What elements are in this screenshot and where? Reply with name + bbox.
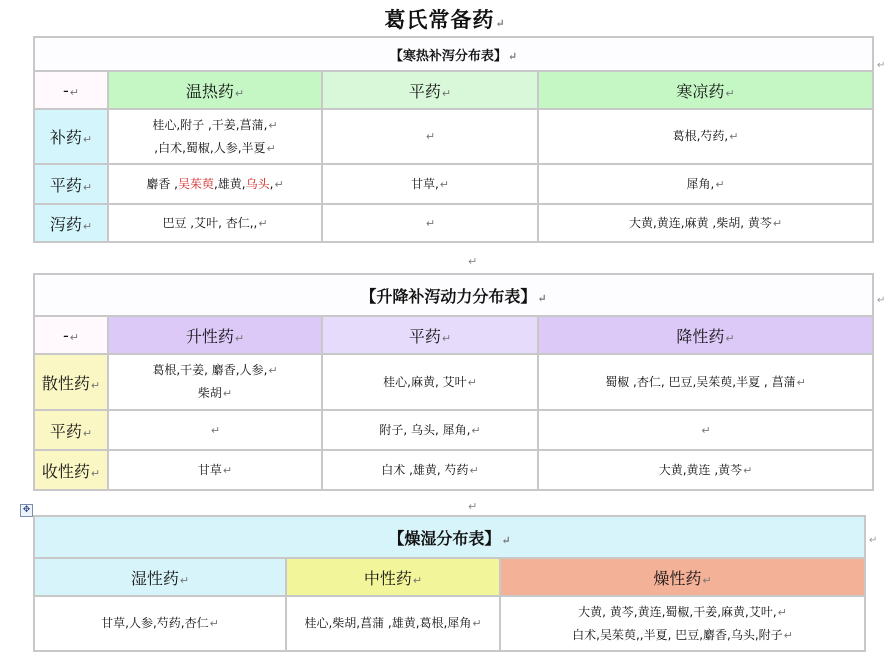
table-row — [34, 204, 873, 242]
table-cell: 白术 ,雄黄, 芍药↵ — [322, 450, 538, 490]
column-header-neutral: 平药↵ — [322, 71, 538, 109]
column-header-humid: 湿性药↵ — [34, 558, 286, 596]
table-cell: 大黄,黄连,麻黄 ,柴胡, 黄芩↵ — [538, 204, 873, 242]
row-header-dispersing: 散性药↵ — [34, 354, 108, 410]
table-cell: 甘草,人参,芍药,杏仁↵ — [34, 596, 286, 651]
table-cell: ↵ — [538, 410, 873, 450]
table-cell: 桂心,附子 ,干姜,菖蒲,↵ ,白术,蜀椒,人参,半夏↵ — [108, 109, 322, 164]
table-caption: 【升降补泻动力分布表】↵ — [34, 274, 873, 316]
row-header-purge: 泻药↵ — [34, 204, 108, 242]
table-cell: ↵ — [322, 204, 538, 242]
table-row — [34, 450, 873, 490]
table-cell: 甘草↵ — [108, 450, 322, 490]
paragraph-mark: ↵ — [468, 255, 478, 268]
table-cell: 甘草,↵ — [322, 164, 538, 204]
table-caption: 【寒热补泻分布表】↵ — [34, 37, 873, 71]
table-cell: 犀角,↵ — [538, 164, 873, 204]
row-end-mark: ↵ — [869, 535, 878, 546]
table-cell: 附子, 乌头, 犀角,↵ — [322, 410, 538, 450]
column-header-medium: 中性药↵ — [286, 558, 500, 596]
table-row — [34, 596, 865, 651]
row-end-mark: ↵ — [877, 60, 886, 71]
table-cell: 蜀椒 ,杏仁, 巴豆,吴茱萸,半夏 , 菖蒲↵ — [538, 354, 873, 410]
row-end-mark: ↵ — [877, 295, 886, 306]
corner-cell: -↵ — [34, 316, 108, 354]
paragraph-mark: ↵ — [468, 500, 478, 513]
column-header-cold: 寒凉药↵ — [538, 71, 873, 109]
table-cell: 桂心,麻黄, 艾叶↵ — [322, 354, 538, 410]
cold-heat-table — [33, 36, 874, 243]
row-header-neutral: 平药↵ — [34, 410, 108, 450]
table-cell: 大黄, 黄芩,黄连,蜀椒,干姜,麻黄,艾叶,↵ 白术,吴茱萸,,半夏, 巴豆,麝香,乌头,附子↵ — [500, 596, 865, 651]
column-header-rising: 升性药↵ — [108, 316, 322, 354]
row-header-astringent: 收性药↵ — [34, 450, 108, 490]
document-title: 葛氏常备药↵ — [384, 7, 506, 32]
table-cell: 巴豆 ,艾叶, 杏仁,,↵ — [108, 204, 322, 242]
table-cell: 葛根,芍药,↵ — [538, 109, 873, 164]
table-cell: ↵ — [322, 109, 538, 164]
table-row — [34, 410, 873, 450]
column-header-falling: 降性药↵ — [538, 316, 873, 354]
column-header-neutral: 平药↵ — [322, 316, 538, 354]
table-row — [34, 164, 873, 204]
table-cell: ↵ — [108, 410, 322, 450]
column-header-dry: 燥性药↵ — [500, 558, 865, 596]
table-cell: 麝香 ,吴茱萸,雄黄,乌头,↵ — [108, 164, 322, 204]
table-cell: 桂心,柴胡,菖蒲 ,雄黄,葛根,犀角↵ — [286, 596, 500, 651]
ascend-descend-table — [33, 273, 874, 491]
table-cell: 葛根,干姜, 麝香,人参,↵ 柴胡↵ — [108, 354, 322, 410]
table-row — [34, 109, 873, 164]
move-anchor-icon[interactable]: ✥ — [20, 504, 33, 517]
row-header-tonic: 补药↵ — [34, 109, 108, 164]
table-caption: 【燥湿分布表】↵ — [34, 516, 865, 558]
corner-cell: -↵ — [34, 71, 108, 109]
table-cell: 大黄,黄连 ,黄芩↵ — [538, 450, 873, 490]
dry-damp-table — [33, 515, 866, 652]
column-header-warm: 温热药↵ — [108, 71, 322, 109]
table-row — [34, 354, 873, 410]
row-header-neutral: 平药↵ — [34, 164, 108, 204]
